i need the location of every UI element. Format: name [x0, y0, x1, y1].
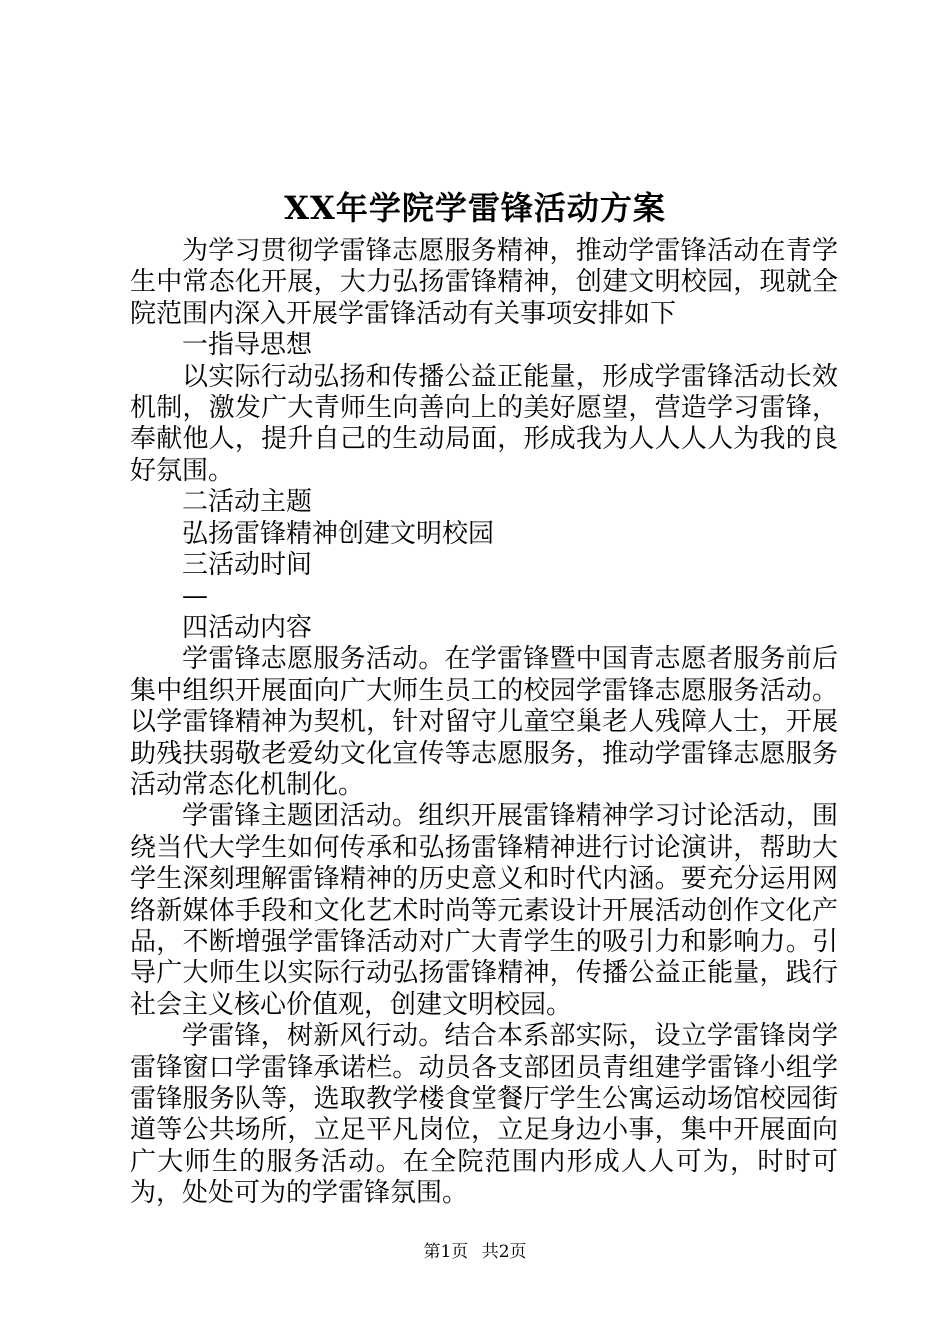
page-footer: [0, 1240, 950, 1264]
heading-activity-theme: 二活动主题: [182, 487, 313, 518]
document-title: XX年学院学雷锋活动方案: [284, 189, 666, 227]
heading-activity-time: 三活动时间: [182, 550, 313, 581]
paragraph-volunteer-service: 学雷锋志愿服务活动。在学雷锋暨中国青志愿者服务前后集中组织开展面向广大师生员工的校园学雷锋志愿服务活动。以学雷锋精神为契机，针对留守儿童空巢老人残障人士，开展助残扶弱敬老爱幼文化宣传等志愿服务，推动学雷锋志愿服务活动常态化机制化。: [130, 644, 838, 800]
heading-activity-content: 四活动内容: [182, 612, 313, 643]
document-body: [130, 236, 838, 1210]
paragraph-new-style-action: 学雷锋，树新风行动。结合本系部实际，设立学雷锋岗学雷锋窗口学雷锋承诺栏。动员各支部团员青组建学雷锋小组学雷锋服务队等，选取教学楼食堂餐厅学生公寓运动场馆校园街道等公共场所，立足平凡岗位，立足身边小事，集中开展面向广大师生的服务活动。在全院范围内形成人人可为，时时可为，处处可为的学雷锋氛围。: [130, 1021, 838, 1209]
page-number: 第1页: [423, 1242, 469, 1262]
heading-guiding-ideology: 一指导思想: [182, 330, 313, 361]
page-total: 共2页: [481, 1242, 527, 1262]
paragraph-activity-time: —: [182, 581, 208, 612]
paragraph-theme-league-activity: 学雷锋主题团活动。组织开展雷锋精神学习讨论活动，围绕当代大学生如何传承和弘扬雷锋精神进行讨论演讲，帮助大学生深刻理解雷锋精神的历史意义和时代内涵。要充分运用网络新媒体手段和文化艺术时尚等元素设计开展活动创作文化产品，不断增强学雷锋活动对广大青学生的吸引力和影响力。引导广大师生以实际行动弘扬雷锋精神，传播公益正能量，践行社会主义核心价值观，创建文明校园。: [130, 801, 838, 1020]
paragraph-guiding-ideology: 以实际行动弘扬和传播公益正能量，形成学雷锋活动长效机制，激发广大青师生向善向上的美好愿望，营造学习雷锋，奉献他人，提升自己的生动局面，形成我为人人人人为我的良好氛围。: [130, 361, 838, 486]
paragraph-intro: 为学习贯彻学雷锋志愿服务精神，推动学雷锋活动在青学生中常态化开展，大力弘扬雷锋精神，创建文明校园，现就全院范围内深入开展学雷锋活动有关事项安排如下: [130, 236, 838, 329]
paragraph-activity-theme: 弘扬雷锋精神创建文明校园: [182, 518, 495, 549]
